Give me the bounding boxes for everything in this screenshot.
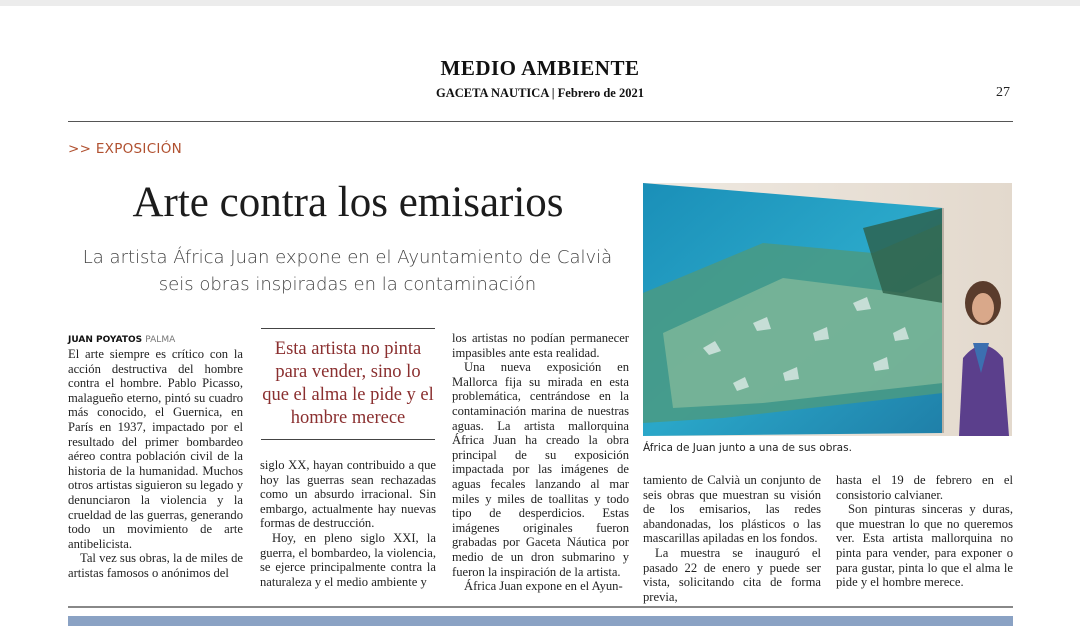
byline-author: JUAN POYATOS <box>68 335 143 345</box>
section-tag: >> EXPOSICIÓN <box>68 141 183 157</box>
paragraph: La muestra se inauguró el pasado 22 de enero y puede ser vista, solicitando cita de forma previa, <box>643 545 821 604</box>
top-bar <box>0 0 1080 6</box>
column-4 <box>643 473 821 604</box>
footer-rule <box>68 606 1013 608</box>
pull-quote: Esta artista no pinta para vender, sino lo que el alma le pide y el hombre merece <box>261 328 435 440</box>
column-5 <box>836 473 1013 590</box>
paragraph: hasta el 19 de febrero en el consistorio calvianer. <box>836 473 1013 502</box>
paragraph: África Juan expone en el Ayun- <box>464 579 623 594</box>
paragraph: los artistas no podían permanecer impasibles ante esta realidad. <box>452 331 629 360</box>
page-number: 27 <box>996 85 1010 100</box>
paragraph: El arte siempre es crítico con la acción destructiva del hombre contra el hombre. Pablo Picasso, malagueño eterno, pintó su cuadro más conocido, el Guernica, en París en 1937, impactado por el resultado del primer bombardeo aéreo contra población civil de la historia de la humanidad. Muchos otros artistas siguieron su legado y denunciaron la violencia y la crueldad de las guerras, generando todo un movimiento de arte antibelicista. <box>68 347 243 551</box>
paragraph: Tal vez sus obras, la de miles de artistas famosos o anónimos del <box>68 551 243 580</box>
paragraph: Hoy, en pleno siglo XXI, la guerra, el bombardeo, la violencia, se ejerce principalmente contra la naturaleza y el medio ambiente y <box>260 530 436 589</box>
headline: Arte contra los emisarios <box>132 179 564 226</box>
column-1 <box>68 331 243 581</box>
painting-illustration <box>643 183 1012 436</box>
paragraph: Son pinturas sinceras y duras, que muestran lo que no queremos ver. Esta artista mallorquina no pinta para vender, para exponer o para gustar, pinta lo que el alma le pide y el hombre merece. <box>836 502 1013 590</box>
column-3 <box>452 331 629 594</box>
header-rule <box>68 121 1013 122</box>
paragraph: Una nueva exposición en Mallorca fija su mirada en esta problemática, centrándose en la contaminación marina de nuestras aguas. La artista mallorquina África Juan ha creado la obra principal de su exposición impactada por las imágenes de aguas fecales lanzando al mar miles y miles de toallitas y todo tipo de desperdicios. Estas imágenes originales fueron grabadas por Gaceta Náutica por medio de un dron submarino y fueron la inspiración de la artista. <box>452 360 629 579</box>
subheadline: La artista África Juan expone en el Ayuntamiento de Calvià seis obras inspiradas en la contaminación <box>82 247 613 295</box>
paragraph: siglo XX, hayan contribuido a que hoy las guerras sean rechazadas como un absurdo irracional. Sin embargo, actualmente hay nuevas formas de destrucción. <box>260 458 436 531</box>
byline-place: PALMA <box>145 335 176 345</box>
publication-date: GACETA NAUTICA | Febrero de 2021 <box>436 86 644 100</box>
byline <box>68 331 243 347</box>
paragraph: tamiento de Calvià un conjunto de seis obras que muestran su visión de los emisarios, las redes abandonadas, los plásticos o las mascarillas apiladas en los fondos. <box>643 473 821 546</box>
section-title: MEDIO AMBIENTE <box>440 56 640 80</box>
column-2 <box>260 458 436 589</box>
artwork-photo <box>643 183 1012 436</box>
footer-band <box>68 616 1013 626</box>
photo-caption: África de Juan junto a una de sus obras. <box>643 442 852 454</box>
